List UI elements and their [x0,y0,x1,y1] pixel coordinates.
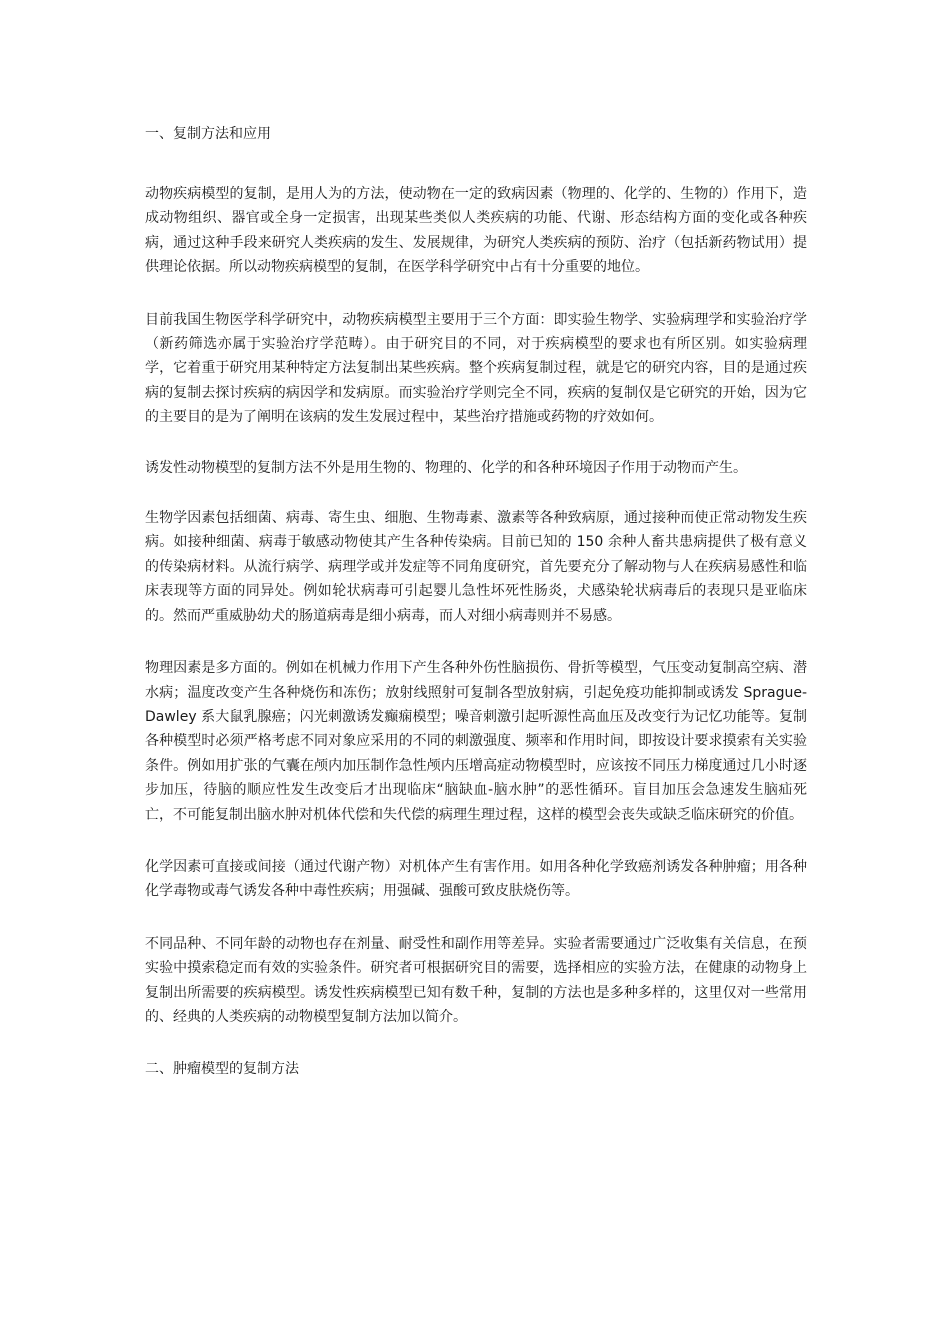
paragraph-biological-factors: 生物学因素包括细菌、病毒、寄生虫、细胞、生物毒素、激素等各种致病原，通过接种而使正常动物发生疾病。如接种细菌、病毒于敏感动物使其产生各种传染病。目前已知的 150 余种人畜共患病提供了极有意义的传染病材料。从流行病学、病理学或并发症等不同角度研究，首先要充分了解动物与人在疾病易感性和临床表现等方面的同异处。例如轮状病毒可引起婴儿急性坏死性肠炎，犬感染轮状病毒后的表现只是亚临床的。然而严重威胁幼犬的肠道病毒是细小病毒，而人对细小病毒则并不易感。 [145,510,807,624]
paragraph-physical-factors: 物理因素是多方面的。例如在机械力作用下产生各种外伤性脑损伤、骨折等模型，气压变动复制高空病、潜水病；温度改变产生各种烧伤和冻伤；放射线照射可复制各型放射病，引起免疫功能抑制或诱发 Sprague-Dawley 系大鼠乳腺癌；闪光刺激诱发癫痫模型；噪音刺激引起听源性高血压及改变行为记忆功能等。复制各种模型时必须严格考虑不同对象应采用的不同的刺激强度、频率和作用时间，即按设计要求摸索有关实验条件。例如用扩张的气囊在颅内加压制作急性颅内压增高症动物模型时，应该按不同压力梯度通过几小时逐步加压，待脑的顺应性发生改变后才出现临床“脑缺血-脑水肿”的恶性循环。盲目加压会急速发生脑疝死亡，不可能复制出脑水肿对机体代偿和失代偿的病理生理过程，这样的模型会丧失或缺乏临床研究的价值。 [145,660,807,823]
section-heading-2: 二、肿瘤模型的复制方法 [145,1061,299,1078]
paragraph-model-replication: 动物疾病模型的复制，是用人为的方法，使动物在一定的致病因素（物理的、化学的、生物的）作用下，造成动物组织、器官或全身一定损害，出现某些类似人类疾病的功能、代谢、形态结构方面的变化或各种疾病，通过这种手段来研究人类疾病的发生、发展规律，为研究人类疾病的预防、治疗（包括新药物试用）提供理论依据。所以动物疾病模型的复制，在医学科学研究中占有十分重要的地位。 [145,186,807,276]
paragraph-research-applications: 目前我国生物医学科学研究中，动物疾病模型主要用于三个方面：即实验生物学、实验病理学和实验治疗学（新药筛选亦属于实验治疗学范畴）。由于研究目的不同，对于疾病模型的要求也有所区别。如实验病理学，它着重于研究用某种特定方法复制出某些疾病。整个疾病复制过程，就是它的研究内容，目的是通过疾病的复制去探讨疾病的病因学和发病原。而实验治疗学则完全不同，疾病的复制仅是它研究的开始，因为它的主要目的是为了阐明在该病的发生发展过程中，某些治疗措施或药物的疗效如何。 [145,311,807,426]
document-page [145,122,807,1081]
paragraph-species-differences: 不同品种、不同年龄的动物也存在剂量、耐受性和副作用等差异。实验者需要通过广泛收集有关信息，在预实验中摸索稳定而有效的实验条件。研究者可根据研究目的需要，选择相应的实验方法，在健康的动物身上复制出所需要的疾病模型。诱发性疾病模型已知有数千种，复制的方法也是多种多样的，这里仅对一些常用的、经典的人类疾病的动物模型复制方法加以简介。 [145,935,807,1025]
section-heading-1: 一、复制方法和应用 [145,126,271,142]
paragraph-chemical-factors: 化学因素可直接或间接（通过代谢产物）对机体产生有害作用。如用各种化学致癌剂诱发各种肿瘤；用各种化学毒物或毒气诱发各种中毒性疾病；用强碱、强酸可致皮肤烧伤等。 [145,858,807,900]
paragraph-induced-models: 诱发性动物模型的复制方法不外是用生物的、物理的、化学的和各种环境因子作用于动物而产生。 [145,459,747,476]
